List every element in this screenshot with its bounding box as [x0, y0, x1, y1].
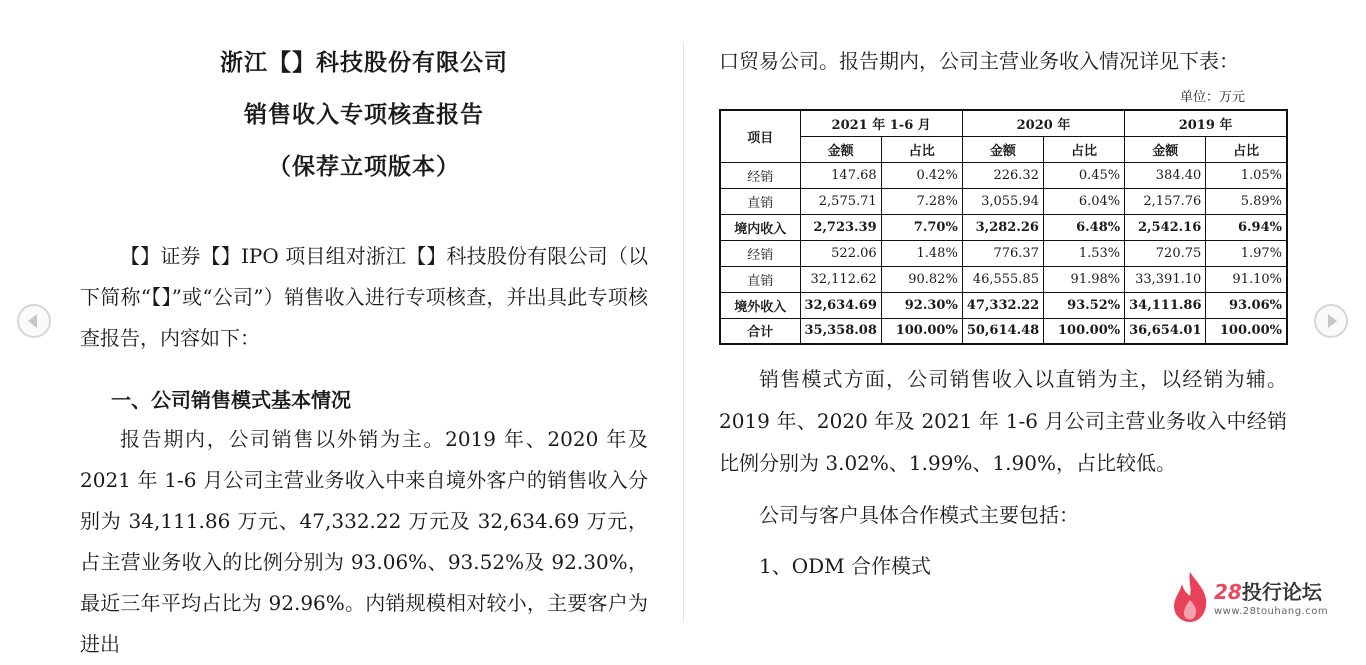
- continuation-line: 口贸易公司。报告期内，公司主营业务收入情况详见下表：: [719, 49, 1239, 73]
- table-row: [720, 214, 1287, 240]
- row-label: 合计: [720, 318, 800, 344]
- table-row: [720, 240, 1287, 266]
- logo-title: 28投行论坛: [1214, 580, 1322, 604]
- chevron-left-icon: [28, 314, 37, 328]
- amount-cell: 522.06: [800, 240, 881, 266]
- amount-cell: 2,723.39: [800, 214, 881, 240]
- ratio-cell: 91.10%: [1206, 266, 1287, 292]
- amount-cell: 33,391.10: [1125, 266, 1206, 292]
- ratio-cell: 0.45%: [1043, 162, 1124, 188]
- odm-heading: 1、ODM 合作模式: [759, 554, 931, 578]
- amount-cell: 226.32: [962, 162, 1043, 188]
- ratio-cell: 90.82%: [881, 266, 962, 292]
- col-header-ratio: 占比: [1043, 136, 1124, 162]
- ratio-cell: 1.48%: [881, 240, 962, 266]
- section-heading: 一、公司销售模式基本情况: [111, 388, 351, 412]
- cooperation-intro: 公司与客户具体合作模式主要包括：: [759, 503, 1079, 527]
- flame-icon: [1170, 570, 1210, 624]
- ratio-cell: 100.00%: [1043, 318, 1124, 344]
- ratio-cell: 100.00%: [881, 318, 962, 344]
- table-row: [720, 292, 1287, 318]
- ratio-cell: 93.52%: [1043, 292, 1124, 318]
- amount-cell: 46,555.85: [962, 266, 1043, 292]
- ratio-cell: 92.30%: [881, 292, 962, 318]
- table-row: [720, 188, 1287, 214]
- ratio-cell: 1.05%: [1206, 162, 1287, 188]
- ratio-cell: 0.42%: [881, 162, 962, 188]
- ratio-cell: 5.89%: [1206, 188, 1287, 214]
- amount-cell: 776.37: [962, 240, 1043, 266]
- amount-cell: 50,614.48: [962, 318, 1043, 344]
- col-header-ratio: 占比: [881, 136, 962, 162]
- ratio-cell: 1.53%: [1043, 240, 1124, 266]
- col-header-item: 项目: [720, 110, 800, 162]
- col-header-period: 2021 年 1-6 月: [800, 110, 962, 136]
- logo-url: www.28touhang.com: [1214, 606, 1329, 617]
- table-row: [720, 266, 1287, 292]
- amount-cell: 720.75: [1125, 240, 1206, 266]
- prev-page-button[interactable]: [17, 304, 51, 338]
- forum-logo: [1170, 570, 1350, 624]
- amount-cell: 32,112.62: [800, 266, 881, 292]
- table-header-row: [720, 110, 1287, 136]
- amount-cell: 3,055.94: [962, 188, 1043, 214]
- ratio-cell: 93.06%: [1206, 292, 1287, 318]
- amount-cell: 32,634.69: [800, 292, 881, 318]
- ratio-cell: 1.97%: [1206, 240, 1287, 266]
- amount-cell: 2,157.76: [1125, 188, 1206, 214]
- col-header-amount: 金额: [1125, 136, 1206, 162]
- ratio-cell: 6.94%: [1206, 214, 1287, 240]
- chevron-right-icon: [1328, 314, 1337, 328]
- table-row: [720, 162, 1287, 188]
- revenue-table: [719, 109, 1288, 345]
- body-paragraph: 报告期内，公司销售以外销为主。2019 年、2020 年及 2021 年 1-6 月公司主营业务收入中来自境外客户的销售收入分别为 34,111.86 万元、47,332.22 万元及 32,634.69 万元，占主营业务收入的比例分别为 93.06%、93.52%及 92.30%，最近三年平均占比为 92.96%。内销规模相对较小，主要客户为进出: [80, 427, 648, 656]
- table-row: [720, 318, 1287, 344]
- row-label: 直销: [720, 188, 800, 214]
- amount-cell: 47,332.22: [962, 292, 1043, 318]
- col-header-amount: 金额: [962, 136, 1043, 162]
- amount-cell: 34,111.86: [1125, 292, 1206, 318]
- amount-cell: 35,358.08: [800, 318, 881, 344]
- row-label: 直销: [720, 266, 800, 292]
- ratio-cell: 6.48%: [1043, 214, 1124, 240]
- ratio-cell: 7.70%: [881, 214, 962, 240]
- col-header-amount: 金额: [800, 136, 881, 162]
- row-label: 经销: [720, 240, 800, 266]
- amount-cell: 384.40: [1125, 162, 1206, 188]
- ratio-cell: 6.04%: [1043, 188, 1124, 214]
- row-label: 经销: [720, 162, 800, 188]
- amount-cell: 147.68: [800, 162, 881, 188]
- table-subheader-row: [720, 136, 1287, 162]
- ratio-cell: 7.28%: [881, 188, 962, 214]
- amount-cell: 2,542.16: [1125, 214, 1206, 240]
- row-label: 境内收入: [720, 214, 800, 240]
- amount-cell: 2,575.71: [800, 188, 881, 214]
- amount-cell: 3,282.26: [962, 214, 1043, 240]
- page-divider: [683, 42, 684, 622]
- intro-paragraph: 【】证券【】IPO 项目组对浙江【】科技股份有限公司（以下简称“【】”或“公司”）销售收入进行专项核查，并出具此专项核查报告，内容如下：: [80, 244, 648, 350]
- col-header-ratio: 占比: [1206, 136, 1287, 162]
- ratio-cell: 91.98%: [1043, 266, 1124, 292]
- col-header-period: 2020 年: [962, 110, 1124, 136]
- sales-mode-paragraph: 销售模式方面，公司销售收入以直销为主，以经销为辅。2019 年、2020 年及 2021 年 1-6 月公司主营业务收入中经销比例分别为 3.02%、1.99%、1.90%，占比较低。: [719, 367, 1287, 475]
- row-label: 境外收入: [720, 292, 800, 318]
- amount-cell: 36,654.01: [1125, 318, 1206, 344]
- col-header-period: 2019 年: [1125, 110, 1287, 136]
- ratio-cell: 100.00%: [1206, 318, 1287, 344]
- unit-label: 单位：万元: [1180, 90, 1246, 105]
- next-page-button[interactable]: [1314, 304, 1348, 338]
